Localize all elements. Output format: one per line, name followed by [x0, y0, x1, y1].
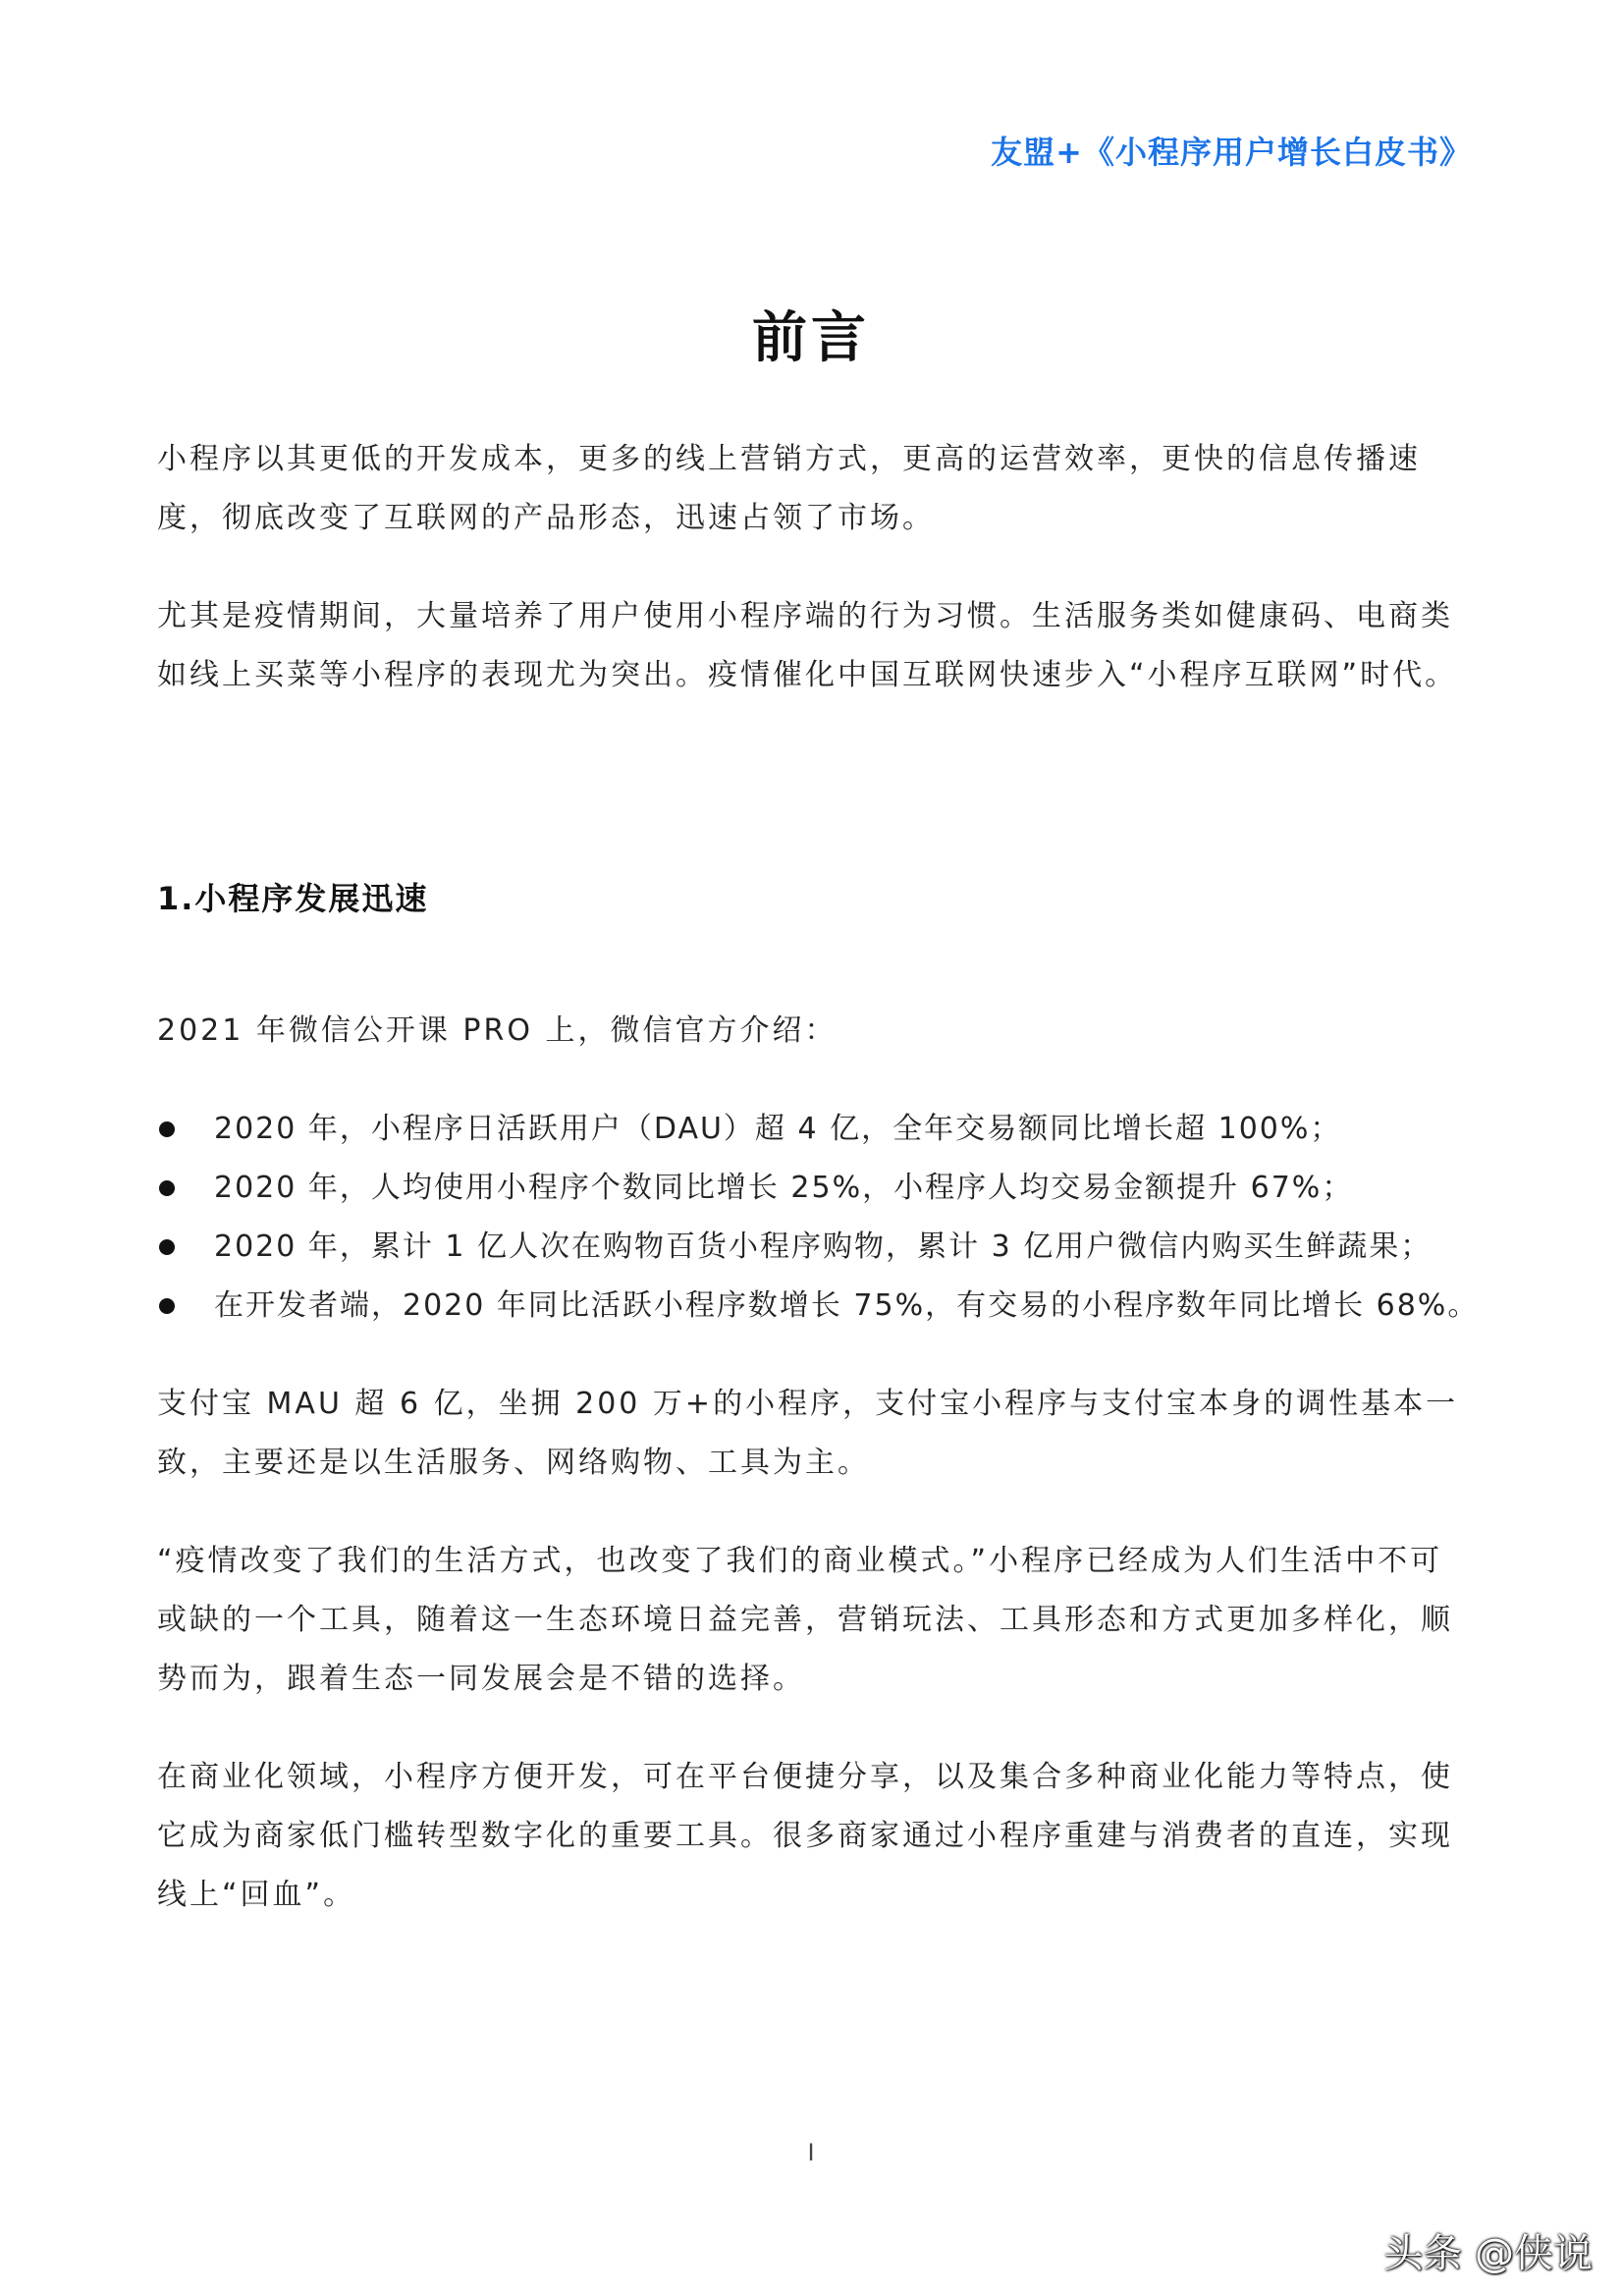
header-brand: 友盟+《小程序用户增长白皮书》 — [991, 134, 1472, 171]
list-item — [157, 1159, 1492, 1218]
section-lead: 2021 年微信公开课 PRO 上，微信官方介绍： — [157, 1013, 838, 1048]
intro-paragraph-1: 小程序以其更低的开发成本，更多的线上营销方式，更高的运营效率，更快的信息传播速度，彻底改变了互联网的产品形态，迅速占领了市场。 — [157, 442, 1421, 535]
watermark: 头条 @侠说 — [1383, 2231, 1593, 2276]
list-item — [157, 1277, 1492, 1336]
page-number: I — [807, 2139, 815, 2166]
bullet-dot-icon — [159, 1239, 175, 1255]
quote-paragraph: “疫情改变了我们的生活方式，也改变了我们的商业模式。”小程序已经成为人们生活中不可或缺的一个工具，随着这一生态环境日益完善，营销玩法、工具形态和方式更加多样化，顺势而为，跟着生态一同发展会是不错的选择。 — [157, 1544, 1453, 1696]
list-item-text: 在开发者端，2020 年同比活跃小程序数增长 75%，有交易的小程序数年同比增长 68%。 — [214, 1288, 1480, 1323]
intro-paragraph-2: 尤其是疫情期间，大量培养了用户使用小程序端的行为习惯。生活服务类如健康码、电商类如线上买菜等小程序的表现尤为突出。疫情催化中国互联网快速步入“小程序互联网”时代。 — [157, 599, 1458, 692]
bullet-dot-icon — [159, 1180, 175, 1196]
list-item — [157, 1100, 1492, 1159]
list-item — [157, 1218, 1492, 1277]
list-item-text: 2020 年，累计 1 亿人次在购物百货小程序购物，累计 3 亿用户微信内购买生鲜蔬果； — [214, 1230, 1433, 1264]
alipay-paragraph: 支付宝 MAU 超 6 亿，坐拥 200 万+的小程序，支付宝小程序与支付宝本身的调性基本一致，主要还是以生活服务、网络购物、工具为主。 — [157, 1387, 1459, 1480]
list-item-text: 2020 年，小程序日活跃用户（DAU）超 4 亿，全年交易额同比增长超 100%； — [214, 1112, 1342, 1146]
commerce-paragraph: 在商业化领域，小程序方便开发，可在平台便捷分享，以及集合多种商业化能力等特点，使它成为商家低门槛转型数字化的重要工具。很多商家通过小程序重建与消费者的直连，实现线上“回血”。 — [157, 1760, 1453, 1912]
bullet-dot-icon — [159, 1121, 175, 1137]
section-heading: 1.小程序发展迅速 — [157, 880, 429, 917]
list-item-text: 2020 年，人均使用小程序个数同比增长 25%，小程序人均交易金额提升 67%； — [214, 1171, 1354, 1205]
bullet-dot-icon — [159, 1298, 175, 1314]
stats-list — [157, 1100, 1492, 1336]
page-title: 前言 — [752, 306, 870, 370]
